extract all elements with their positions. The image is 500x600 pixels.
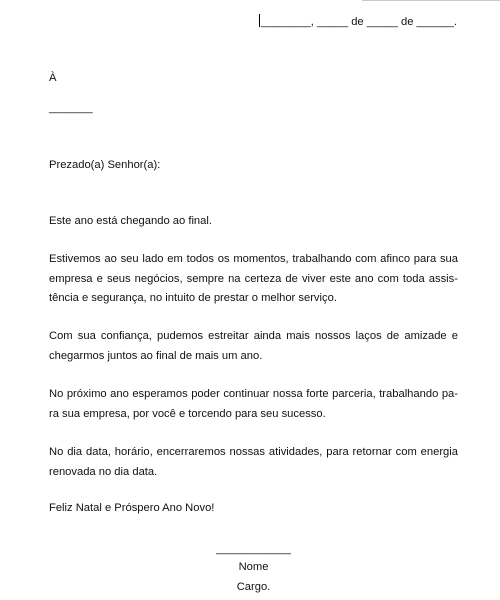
paragraph-2: Estivemos ao seu lado em todos os momentos, trabalhando com afinco para sua empresa e seus negócios, sempre na certeza de viver este ano com toda assis-tência e segurança, no intuito de prestar o melhor serviço. (49, 253, 458, 304)
addressee-blank: _______ (49, 102, 93, 114)
page-corner-line (362, 0, 500, 1)
date-line-text: ________, _____ de _____ de ______. (261, 16, 457, 28)
addressee-prefix: À (49, 72, 57, 84)
paragraph-1: Este ano está chegando ao final. (49, 215, 212, 227)
paragraph-5: No dia data, horário, encerraremos nossas atividades, para retornar com energia renovada no dia data. (49, 446, 458, 478)
date-line[interactable] (259, 14, 457, 30)
signature-title: Cargo. (236, 581, 271, 593)
paragraph-4: No próximo ano esperamos poder continuar nossa forte parceria, trabalhando pa-ra sua empresa, por você e torcendo para seu sucesso. (49, 388, 458, 420)
closing: Feliz Natal e Próspero Ano Novo! (49, 502, 215, 514)
salutation: Prezado(a) Senhor(a): (49, 159, 161, 171)
signature-line: ____________ (216, 543, 291, 555)
text-cursor (259, 14, 260, 27)
signature-name: Nome (238, 561, 269, 573)
paragraph-3: Com sua confiança, pudemos estreitar ainda mais nossos laços de amizade e chegarmos juntos ao final de mais um ano. (49, 330, 458, 362)
